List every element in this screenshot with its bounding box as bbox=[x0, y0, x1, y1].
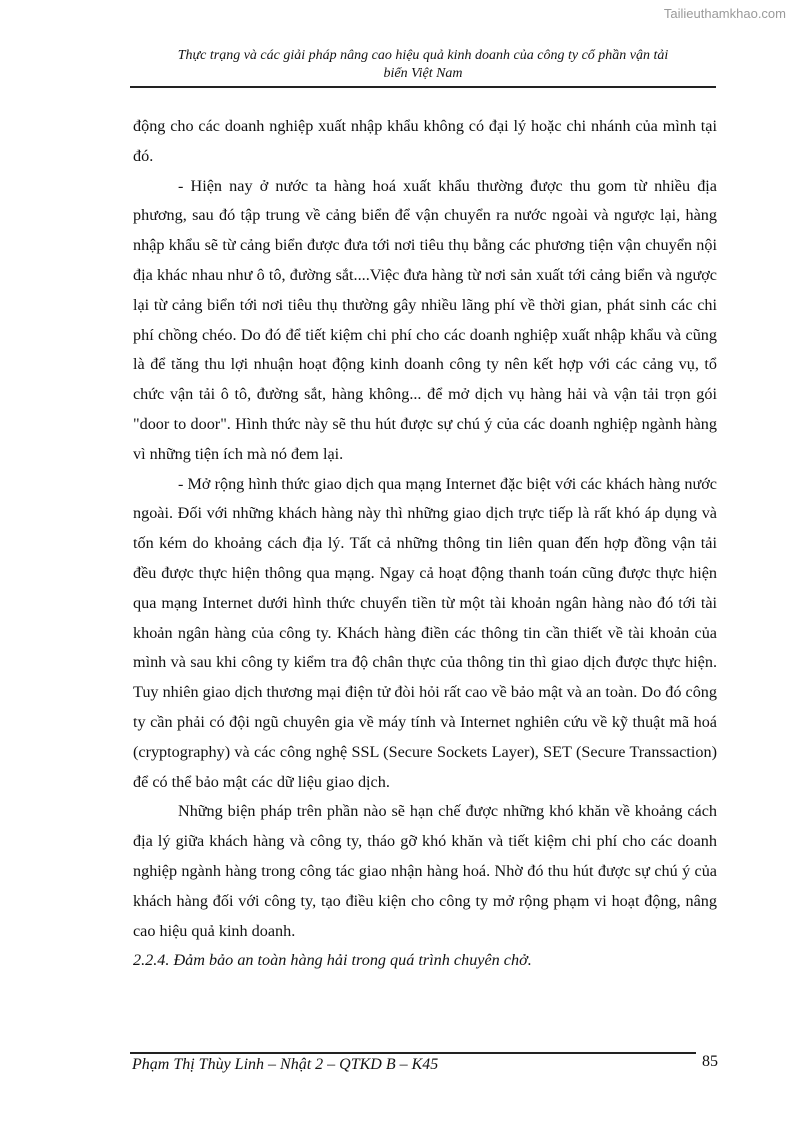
page-header bbox=[130, 47, 716, 83]
watermark: Tailieuthamkhao.com bbox=[663, 6, 786, 21]
header-title-line1: Thực trạng và các giải pháp nâng cao hiệu quả kinh doanh của công ty cổ phần vận tải bbox=[177, 48, 669, 63]
footer-divider bbox=[130, 1052, 696, 1054]
paragraph-internet-transactions: - Mở rộng hình thức giao dịch qua mạng Internet đặc biệt với các khách hàng nước ngoài. Đối với những khách hàng này thì những giao dịch trực tiếp là rất khó áp dụng và tốn kém do khoảng cách địa lý. Tất cả những thông tin liên quan đến hợp đồng vận tải đều được thực hiện thông qua mạng. Ngay cả hoạt động thanh toán cũng được thực hiện qua mạng Internet dưới hình thức chuyển tiền từ một tài khoản ngân hàng nào đó tới tài khoản ngân hàng của công ty. Khách hàng điền các thông tin cần thiết về tài khoản của mình và sau khi công ty kiểm tra độ chân thực của thông tin thì giao dịch được thực hiện. Tuy nhiên giao dịch thương mại điện tử đòi hỏi rất cao về bảo mật và an toàn. Do đó công ty cần phải có đội ngũ chuyên gia về máy tính và Internet nghiên cứu về kỹ thuật mã hoá (cryptography) và các công nghệ SSL (Secure Sockets Layer), SET (Secure Transsaction) để có thể bảo mật các dữ liệu giao dịch. bbox=[133, 474, 717, 791]
document-body bbox=[133, 112, 717, 976]
header-title-line2: biển Việt Nam bbox=[383, 66, 463, 81]
paragraph-conclusion: Những biện pháp trên phần nào sẽ hạn chế được những khó khăn về khoảng cách địa lý giữa khách hàng và công ty, tháo gỡ khó khăn và tiết kiệm chi phí cho các doanh nghiệp ngành hàng trong công tác giao nhận hàng hoá. Nhờ đó thu hút được sự chú ý của khách hàng đối với công ty, tạo điều kiện cho công ty mở rộng phạm vi hoạt động, nâng cao hiệu quả kinh doanh. bbox=[133, 802, 717, 940]
paragraph-continuation: động cho các doanh nghiệp xuất nhập khẩu không có đại lý hoặc chi nhánh của mình tại đó. bbox=[133, 117, 717, 165]
section-heading: 2.2.4. Đảm bảo an toàn hàng hải trong quá trình chuyên chở. bbox=[133, 951, 532, 970]
paragraph-door-to-door: - Hiện nay ở nước ta hàng hoá xuất khẩu thường được thu gom từ nhiều địa phương, sau đó tập trung về cảng biển để vận chuyển ra nước ngoài và ngược lại, hàng nhập khẩu sẽ từ cảng biển được đưa tới nơi tiêu thụ bằng các phương tiện vận chuyển nội địa khác nhau như ô tô, đường sắt....Việc đưa hàng từ nơi sản xuất tới cảng biển và ngược lại từ cảng biển tới nơi tiêu thụ thường gây nhiều lãng phí về thời gian, phát sinh các chi phí chồng chéo. Do đó để tiết kiệm chi phí cho các doanh nghiệp xuất nhập khẩu và cũng là để tăng thu lợi nhuận hoạt động kinh doanh công ty nên kết hợp với các cảng vụ, tổ chức vận tải ô tô, đường sắt, hàng không... để mở dịch vụ hàng hải và vận tải trọn gói "door to door". Hình thức này sẽ thu hút được sự chú ý của các doanh nghiệp ngành hàng vì những tiện ích mà nó đem lại. bbox=[133, 176, 717, 463]
page-number: 85 bbox=[702, 1053, 718, 1070]
footer-author: Phạm Thị Thùy Linh – Nhật 2 – QTKD B – K45 bbox=[132, 1056, 439, 1073]
header-divider bbox=[130, 86, 716, 88]
